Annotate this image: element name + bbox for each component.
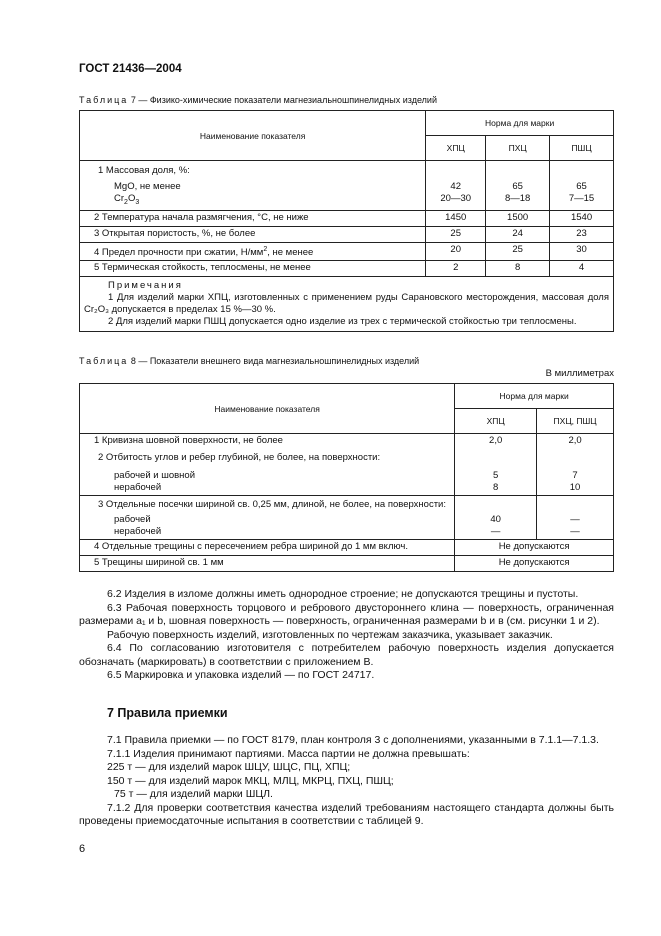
table8-row4-label: 4 Отдельные трещины с пересечением ребра шириной до 1 мм включ. (80, 539, 455, 555)
sub-label: рабочей (114, 513, 151, 525)
section6-text (79, 588, 614, 683)
table7-grade: ПШЦ (550, 136, 614, 161)
table8-row2-label (80, 451, 455, 496)
table7-cell: 65 7—15 (550, 161, 614, 211)
paragraph: 75 т — для изделий марки ШЦЛ. (114, 788, 273, 800)
table8 (79, 383, 614, 572)
paragraph: 6.5 Маркировка и упаковка изделий — по ГОСТ 24717. (107, 669, 375, 681)
page-number: 6 (79, 843, 86, 855)
table7-cell: 23 (550, 226, 614, 242)
paragraph: 7.1 Правила приемки — по ГОСТ 8179, план контроля 3 с дополнениями, указанными в 7.1.1—7.1.3. (107, 734, 599, 746)
table8-cell: 2,0 (537, 434, 614, 451)
table7-header-name: Наименование показателя (80, 111, 426, 161)
table7 (79, 110, 614, 332)
paragraph: 6.4 По согласованию изготовителя с потребителем рабочую поверхность изделия допускается обозначать (маркировать) в соответствии с приложением В. (79, 642, 614, 668)
note-1: 1 Для изделий марки ХПЦ, изготовленных с применением руды Сарановского месторождения, массовая доля Cr₂O₃ допускается в пределах 15 %—30 %. (84, 292, 609, 316)
table8-caption (79, 356, 419, 366)
table8-cell: Не допускаются (455, 555, 614, 571)
sub-label: нерабочей (114, 481, 162, 493)
table8-row3-label (80, 495, 455, 539)
paragraph: 7.1.2 Для проверки соответствия качества изделий требованиям настоящего стандарта должны быть проведены приемосдаточные испытания в соответствии с таблицей 9. (79, 801, 614, 827)
table7-cell: 42 20—30 (426, 161, 486, 211)
table7-cell: 65 8—18 (486, 161, 550, 211)
note-2: 2 Для изделий марки ПШЦ допускается одно изделие из трех с термической стойкостью три теплосмены. (108, 316, 577, 328)
section-title: 7 Правила приемки (107, 706, 228, 720)
row-label: 1 Массовая доля, %: (98, 165, 190, 176)
mgo-label: MgO, не менее (114, 181, 181, 192)
table7-cell: 2 (426, 261, 486, 277)
table8-cell: Не допускаются (455, 539, 614, 555)
table7-cell: 24 (486, 226, 550, 242)
table7-cell: 4 (550, 261, 614, 277)
paragraph: 150 т — для изделий марок МКЦ, МЛЦ, МКРЦ, ПХЦ, ПШЦ; (107, 774, 394, 787)
row-label: 2 Отбитость углов и ребер глубиной, не более, на поверхности: (98, 451, 381, 463)
table7-grade: ПХЦ (486, 136, 550, 161)
table7-grade: ХПЦ (426, 136, 486, 161)
table7-cell: 25 (426, 226, 486, 242)
cr2o3-label: $Cr_2O_3$ (114, 193, 140, 206)
document-header: ГОСТ 21436—2004 (79, 63, 182, 75)
table7-caption-word: Таблица (79, 95, 129, 105)
table7-cell: 25 (486, 242, 550, 260)
table8-caption-word: Таблица (79, 356, 129, 366)
notes-title: Примечания (108, 280, 183, 292)
table7-cell: 1450 (426, 210, 486, 226)
table8-cell: 7 10 (537, 451, 614, 496)
table7-row2-label: 2 Температура начала размягчения, °С, не ниже (80, 210, 426, 226)
table8-cell: 2,0 (455, 434, 537, 451)
table7-caption (79, 95, 437, 105)
table7-cell: 30 (550, 242, 614, 260)
table8-row1-label: 1 Кривизна шовной поверхности, не более (80, 434, 455, 451)
table7-row5-label: 5 Термическая стойкость, теплосмены, не менее (80, 261, 426, 277)
section7-text (79, 734, 614, 829)
table8-cell: — — (537, 495, 614, 539)
table8-header-norm: Норма для марки (455, 384, 614, 409)
table7-notes (80, 277, 614, 332)
table7-caption-text: 7 — Физико-химические показатели магнезиальношпинелидных изделий (130, 95, 437, 105)
table8-cell: 40 — (455, 495, 537, 539)
table8-header-name: Наименование показателя (80, 384, 455, 434)
paragraph: 6.2 Изделия в изломе должны иметь однородное строение; не допускаются трещины и пустоты. (107, 588, 579, 600)
table8-row5-label: 5 Трещины шириной св. 1 мм (80, 555, 455, 571)
row-label: 3 Отдельные посечки шириной св. 0,25 мм, длиной, не более, на поверхности: (98, 498, 446, 510)
sub-label: нерабочей (114, 525, 162, 537)
paragraph: 6.3 Рабочая поверхность торцового и ребрового двустороннего клина — поверхность, ограниченная размерами a₁ и b, шовная поверхность — поверхность, ограниченная размерами b и в (см. рисунки 1 и 2). (79, 601, 614, 627)
table7-row1-label (80, 161, 426, 211)
table8-units: В миллиметрах (545, 368, 614, 379)
table7-cell: 1540 (550, 210, 614, 226)
table8-cell: 5 8 (455, 451, 537, 496)
table7-cell: 20 (426, 242, 486, 260)
table8-caption-text: 8 — Показатели внешнего вида магнезиальношпинелидных изделий (130, 356, 420, 366)
sub-label: рабочей и шовной (114, 469, 195, 481)
table7-cell: 8 (486, 261, 550, 277)
table7-row4-label: 4 Предел прочности при сжатии, $Н/мм^2$, не менее (80, 242, 426, 260)
table7-row3-label: 3 Открытая пористость, %, не более (80, 226, 426, 242)
paragraph: 7.1.1 Изделия принимают партиями. Масса партии не должна превышать: (107, 747, 470, 760)
table8-grade: ХПЦ (455, 409, 537, 434)
paragraph: 225 т — для изделий марок ШЦУ, ШЦС, ПЦ, ХПЦ; (107, 761, 351, 773)
table7-header-norm: Норма для марки (426, 111, 614, 136)
table8-grade: ПХЦ, ПШЦ (537, 409, 614, 434)
table7-cell: 1500 (486, 210, 550, 226)
paragraph: Рабочую поверхность изделий, изготовленных по чертежам заказчика, указывает заказчик. (107, 628, 553, 641)
